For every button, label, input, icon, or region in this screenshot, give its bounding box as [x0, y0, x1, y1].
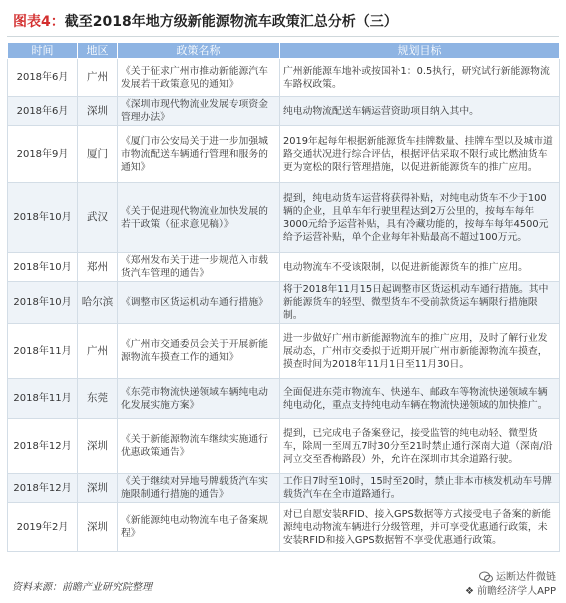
table-body	[8, 59, 560, 552]
watermark-line-1	[465, 571, 556, 585]
cell-region: 武汉	[78, 183, 118, 253]
cell-policy-name: 《调整市区货运机动车通行措施》	[118, 282, 280, 324]
table-header-row	[8, 43, 560, 59]
cell-time: 2018年12月	[8, 474, 78, 503]
cell-region: 深圳	[78, 97, 118, 126]
cell-region: 郑州	[78, 253, 118, 282]
table-row	[8, 324, 560, 379]
title-prefix: 图表4：	[13, 14, 65, 30]
watermark-text-1: 运断达件微链	[496, 572, 556, 583]
cell-policy-name: 《厦门市公安局关于进一步加强城市物流配送车辆通行管理和服务的通知》	[118, 126, 280, 183]
cell-time: 2018年11月	[8, 324, 78, 379]
watermark-line-2	[465, 585, 556, 599]
policy-table	[7, 42, 560, 552]
cell-time: 2018年6月	[8, 97, 78, 126]
cell-policy-name: 《郑州发布关于进一步规范入市载货汽车管理的通告》	[118, 253, 280, 282]
cell-policy-name: 《东莞市物流快递领域车辆纯电动化发展实施方案》	[118, 379, 280, 419]
cell-goal: 全面促进东莞市物流车、快递车、邮政车等物流快递领域车辆纯电动化，重点支持纯电动车辆在物流快递领域的加快推广。	[280, 379, 560, 419]
cell-region: 哈尔滨	[78, 282, 118, 324]
chart-title	[7, 7, 559, 37]
cell-region: 深圳	[78, 419, 118, 474]
table-row	[8, 379, 560, 419]
cell-goal: 对已自愿安装RFID、接入GPS数据等方式接受电子备案的新能源纯电动物流车辆进行分级管理，并可享受优惠通行政策，未安装RFID和接入GPS数据暂不享受优惠通行政策。	[280, 503, 560, 552]
cell-goal: 2019年起每年根据新能源货车挂牌数量、挂牌车型以及城市道路交通状况进行综合评估，根据评估采取不限行或比燃油货车更为宽松的限行管理措施，以促进新能源货车的推广应用。	[280, 126, 560, 183]
cell-policy-name: 《关于继续对异地号牌载货汽车实施限制通行措施的通告》	[118, 474, 280, 503]
table-row	[8, 97, 560, 126]
wechat-icon	[479, 571, 493, 583]
table-row	[8, 282, 560, 324]
cell-time: 2018年10月	[8, 183, 78, 253]
cell-time: 2018年6月	[8, 59, 78, 97]
logo-icon: ❖	[464, 586, 474, 597]
cell-region: 厦门	[78, 126, 118, 183]
cell-goal: 提到，纯电动货车运营将获得补贴，对纯电动货车不少于100辆的企业，且单车年行驶里程达到2万公里的，按每车每年3000元给予运营补贴，具有冷藏功能的，按每车每年4500元给予运营补贴，单个企业每年补贴最高不超过100万元。	[280, 183, 560, 253]
header-policy-name: 政策名称	[118, 43, 280, 59]
cell-goal: 进一步做好广州市新能源物流车的推广应用，及时了解行业发展动态，广州市交委拟于近期开展广州市新能源物流车摸查，摸查时间为2018年11月1日至11月30日。	[280, 324, 560, 379]
cell-policy-name: 《关于新能源物流车继续实施通行优惠政策通告》	[118, 419, 280, 474]
table-row	[8, 126, 560, 183]
cell-goal: 纯电动物流配送车辆运营资助项目纳入其中。	[280, 97, 560, 126]
cell-policy-name: 《深圳市现代物流业发展专项资金管理办法》	[118, 97, 280, 126]
cell-goal: 广州新能源车地补或按国补1：0.5执行，研究试行新能源物流车路权政策。	[280, 59, 560, 97]
cell-policy-name: 《关于征求广州市推动新能源汽车发展若干政策意见的通知》	[118, 59, 280, 97]
header-goal: 规划目标	[280, 43, 560, 59]
table-row	[8, 59, 560, 97]
cell-goal: 工作日7时至10时，15时至20时，禁止非本市核发机动车号牌载货汽车在全市道路通行。	[280, 474, 560, 503]
cell-region: 广州	[78, 324, 118, 379]
cell-region: 东莞	[78, 379, 118, 419]
table-row	[8, 183, 560, 253]
cell-policy-name: 《广州市交通委员会关于开展新能源物流车摸查工作的通知》	[118, 324, 280, 379]
cell-time: 2018年9月	[8, 126, 78, 183]
cell-time: 2018年12月	[8, 419, 78, 474]
cell-region: 深圳	[78, 474, 118, 503]
title-text: 截至2018年地方级新能源物流车政策汇总分析（三）	[64, 14, 398, 30]
cell-policy-name: 《新能源纯电动物流车电子备案规程》	[118, 503, 280, 552]
cell-region: 深圳	[78, 503, 118, 552]
cell-goal: 将于2018年11月15日起调整市区货运机动车通行措施。其中新能源货车的轻型、微型货车不受前款货运车辆限行措施限制。	[280, 282, 560, 324]
cell-goal: 提到，已完成电子备案登记，接受监管的纯电动轻、微型货车，除周一至周五7时30分至21时禁止通行深南大道（深南/沿河立交至香梅路段）外，允许在深圳市其余道路行驶。	[280, 419, 560, 474]
cell-goal: 电动物流车不受该限制，以促进新能源货车的推广应用。	[280, 253, 560, 282]
cell-region: 广州	[78, 59, 118, 97]
watermark	[465, 571, 556, 599]
watermark-text-2: 前瞻经济学人APP	[477, 586, 556, 597]
cell-time: 2018年10月	[8, 253, 78, 282]
header-time: 时间	[8, 43, 78, 59]
table-row	[8, 419, 560, 474]
cell-time: 2018年11月	[8, 379, 78, 419]
table-row	[8, 474, 560, 503]
source-note: 资料来源：前瞻产业研究院整理	[12, 582, 152, 593]
cell-policy-name: 《关于促进现代物流业加快发展的若干政策（征求意见稿）》	[118, 183, 280, 253]
table-row	[8, 503, 560, 552]
cell-time: 2019年2月	[8, 503, 78, 552]
header-region: 地区	[78, 43, 118, 59]
table-row	[8, 253, 560, 282]
cell-time: 2018年10月	[8, 282, 78, 324]
